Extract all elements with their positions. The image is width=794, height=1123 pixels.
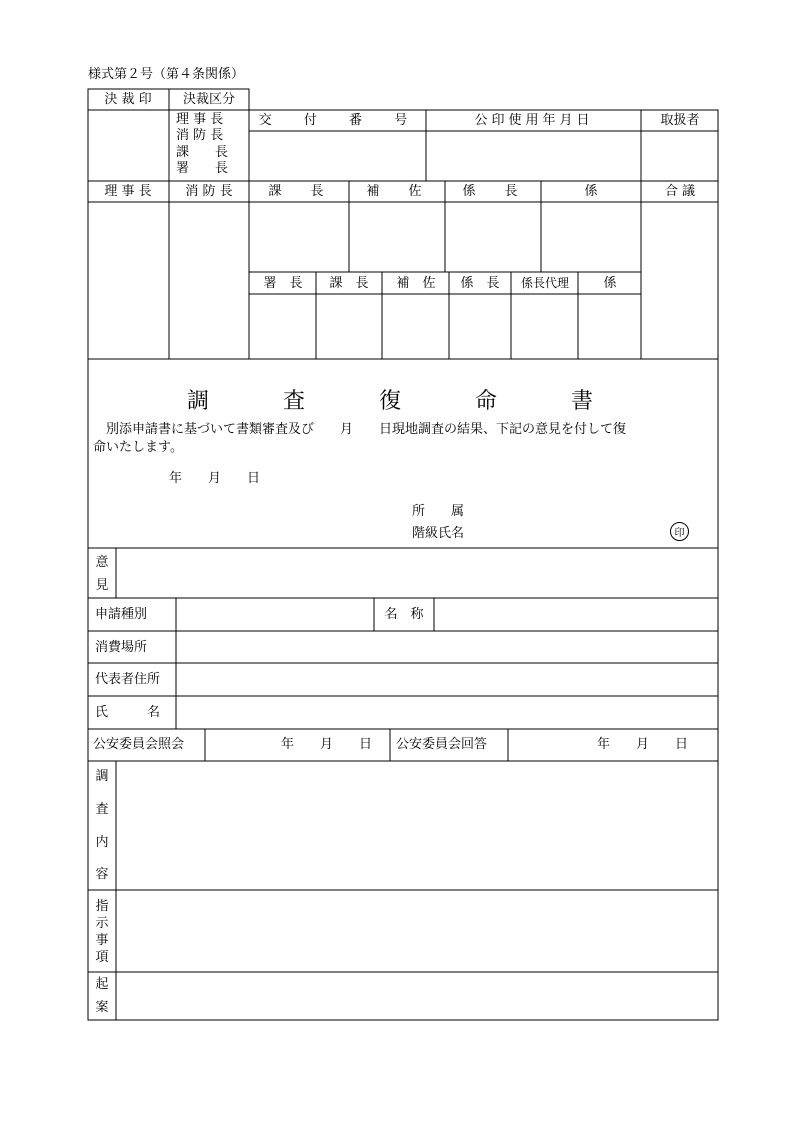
approval2-assistant: 補 佐 [396,276,436,291]
commission-reply-label: 公安委員会回答 [396,737,488,752]
instructions-label-3: 事 [95,933,109,948]
approval2-subsection-chief: 係 長 [460,276,500,291]
approval2-section-chief: 課 長 [329,276,369,291]
draft-label-1: 起 [95,977,109,992]
approval-section-chief: 課 長 [268,184,332,199]
commission-inquiry-label: 公安委員会照会 [93,737,185,752]
approval-subsection-chief: 係 長 [462,184,526,199]
report-date: 年 月 日 [169,471,261,486]
application-type-label: 申請種別 [95,607,148,622]
form-code: 様式第２号（第４条関係） [88,67,245,82]
investigation-label-2: 査 [95,802,109,817]
draft-label-2: 案 [95,1000,109,1015]
approval2-staff: 係 [603,276,617,291]
investigation-label-4: 容 [95,867,109,882]
approval-chairman: 理 事 長 [104,184,152,199]
commission-reply-date: 年 月 日 [597,737,689,752]
representative-address-label: 代表者住所 [95,672,161,687]
seal-usage-date-label: 公印使用年月日 [474,113,594,128]
category-chairman: 理 事 長 [176,112,224,127]
seal-icon: 印 [670,522,689,541]
category-section-chief: 課 長 [176,145,229,160]
affiliation-label: 所 属 [412,504,465,519]
report-body-line1: 別添申請書に基づいて書類審査及び 月 日現地調査の結果、下記の意見を付して復 [93,422,627,437]
approval-fire-chief: 消 防 長 [185,184,233,199]
approval2-acting-chief: 係長代理 [520,276,570,290]
consumption-place-label: 消費場所 [95,640,148,655]
opinion-label-1: 意 [95,555,109,570]
decision-category-label: 決裁区分 [182,92,236,107]
instructions-label-4: 項 [95,950,109,965]
person-name-label: 氏 名 [95,705,161,720]
investigation-label-1: 調 [95,769,109,784]
issue-number-label: 交 付 番 号 [258,113,422,128]
approval2-station-chief: 署 長 [263,276,303,291]
instructions-label-2: 示 [95,916,109,931]
instructions-label-1: 指 [95,899,109,914]
commission-inquiry-date: 年 月 日 [281,737,373,752]
decision-seal-label: 決 裁 印 [104,92,152,107]
name-label: 名 称 [384,607,424,622]
approval-assistant: 補 佐 [366,184,430,199]
rank-name-label: 階級氏名 [412,526,465,541]
page-title: 調 査 復 命 書 [186,389,620,414]
handler-label: 取扱者 [660,113,700,128]
category-station-chief: 署 長 [176,161,229,176]
report-body [93,421,711,457]
report-body-line2: 命いたします。 [93,440,183,455]
investigation-label-3: 内 [95,835,109,850]
category-fire-chief: 消 防 長 [176,128,224,143]
approval-consultation: 合 議 [664,184,696,199]
approval-staff: 係 [584,184,598,199]
opinion-label-2: 見 [95,578,109,593]
